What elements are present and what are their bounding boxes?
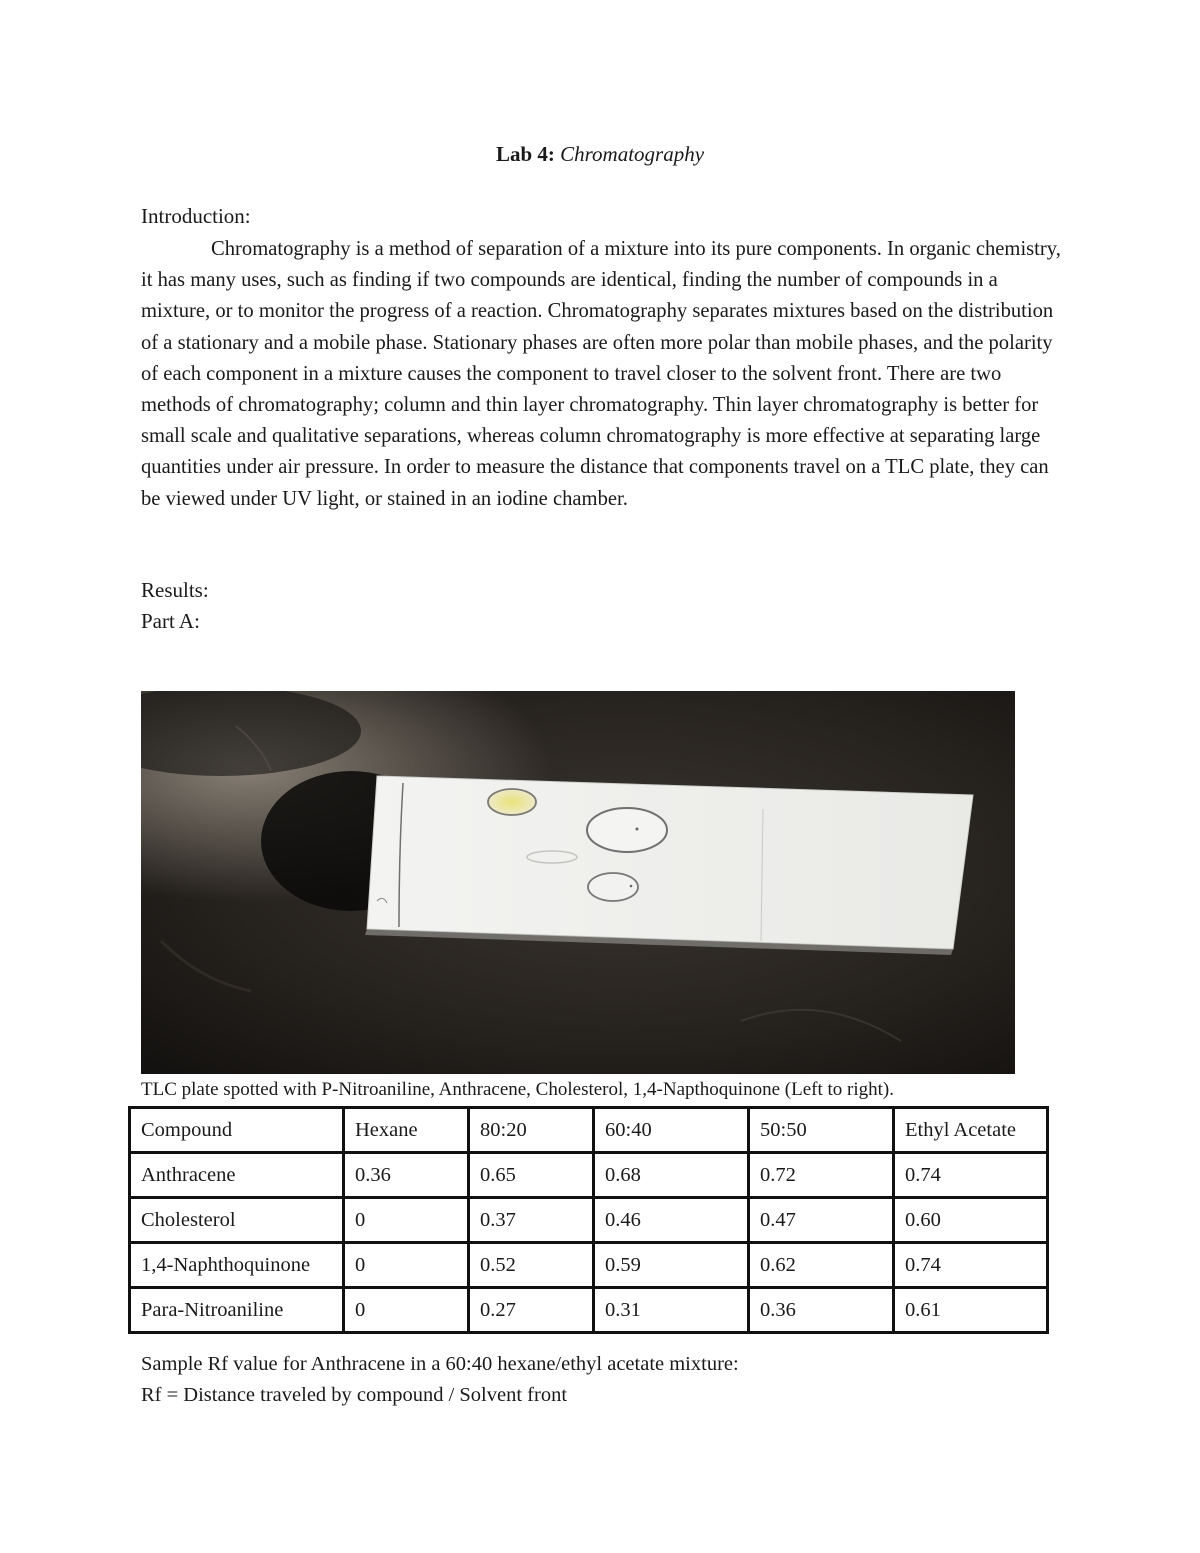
table-row [130, 1153, 1048, 1198]
table-header-cell: Hexane [344, 1108, 469, 1153]
table-row [130, 1243, 1048, 1288]
table-cell: 0.61 [894, 1288, 1048, 1333]
table-cell: 0.47 [749, 1198, 894, 1243]
table-cell: Para-Nitroaniline [130, 1288, 344, 1333]
table-cell: 0.68 [594, 1153, 749, 1198]
introduction-heading: Introduction: [141, 204, 251, 228]
table-cell: 0.46 [594, 1198, 749, 1243]
results-heading: Results: [141, 578, 209, 602]
table-cell: Cholesterol [130, 1198, 344, 1243]
table-cell: 0.62 [749, 1243, 894, 1288]
table-header-cell: 60:40 [594, 1108, 749, 1153]
table-cell: 0.27 [469, 1288, 594, 1333]
table-cell: 0.59 [594, 1243, 749, 1288]
table-header-cell: 80:20 [469, 1108, 594, 1153]
table-header-cell: Compound [130, 1108, 344, 1153]
table-cell: 0.37 [469, 1198, 594, 1243]
table-header-cell: Ethyl Acetate [894, 1108, 1048, 1153]
part-a-heading: Part A: [141, 609, 200, 633]
table-cell: 0.36 [749, 1288, 894, 1333]
table-cell: 0.74 [894, 1153, 1048, 1198]
title-lab-number: Lab 4: [495, 142, 555, 166]
rf-formula: Rf = Distance traveled by compound / Solvent front [141, 1384, 568, 1406]
table-row [130, 1198, 1048, 1243]
title-topic: Chromatography [560, 142, 705, 166]
table-cell: 0.60 [894, 1198, 1048, 1243]
table-cell: 0.65 [469, 1153, 594, 1198]
table-cell: 0.52 [469, 1243, 594, 1288]
table-cell: 0 [344, 1243, 469, 1288]
table-cell: 0.72 [749, 1153, 894, 1198]
table-cell: 0.74 [894, 1243, 1048, 1288]
table-cell: 0 [344, 1288, 469, 1333]
table-cell: 0 [344, 1198, 469, 1243]
table-cell: Anthracene [130, 1153, 344, 1198]
rf-values-table [128, 1106, 1049, 1334]
introduction-paragraph: Chromatography is a method of separation of a mixture into its pure components. In organic chemistry, it has many uses, such as finding if two compounds are identical, finding the number of compounds in a mixture, or to monitor the progress of a reaction. Chromatography separates mixtures based on the distribution of a stationary and a mobile phase. Stationary phases are often more polar than mobile phases, and the polarity of each component in a mixture causes the component to travel closer to the solvent front. There are two methods of chromatography; column and thin layer chromatography. Thin layer chromatography is better for small scale and qualitative separations, whereas column chromatography is more effective at separating large quantities under air pressure. In order to measure the distance that components travel on a TLC plate, they can be viewed under UV light, or stained in an iodine chamber. [141, 238, 1061, 510]
table-cell: 1,4-Naphthoquinone [130, 1243, 344, 1288]
table-cell: 0.36 [344, 1153, 469, 1198]
tlc-plate-photo [141, 691, 1015, 1074]
page-title [0, 142, 1200, 167]
photo-caption: TLC plate spotted with P-Nitroaniline, Anthracene, Cholesterol, 1,4-Napthoquinone (Left to right). [141, 1079, 894, 1100]
table-header-row [130, 1108, 1048, 1153]
sample-rf-note: Sample Rf value for Anthracene in a 60:40 hexane/ethyl acetate mixture: [141, 1353, 739, 1375]
table-cell: 0.31 [594, 1288, 749, 1333]
table-header-cell: 50:50 [749, 1108, 894, 1153]
table-row [130, 1288, 1048, 1333]
